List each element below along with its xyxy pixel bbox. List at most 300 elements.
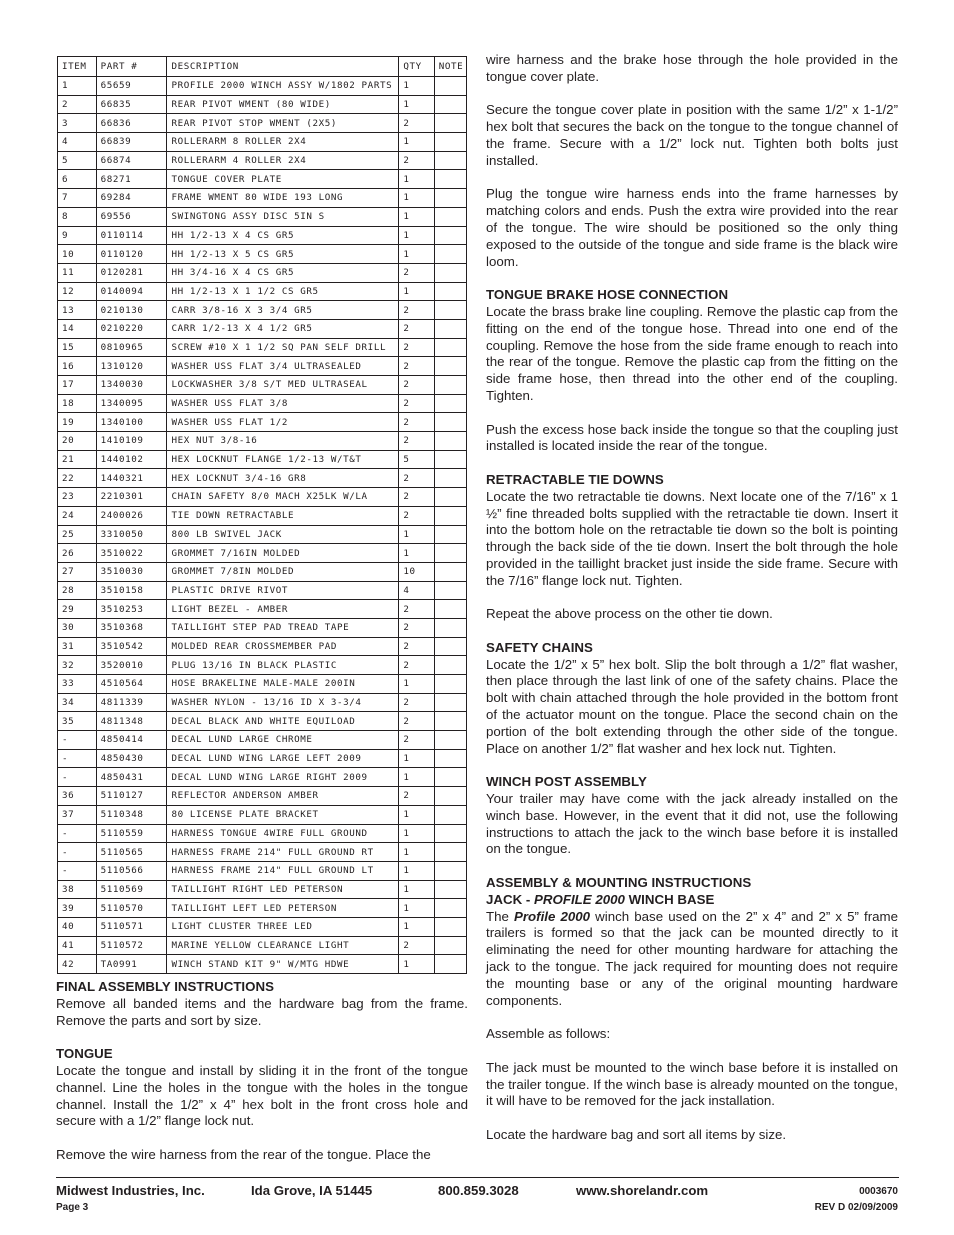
cell-item: 27 xyxy=(58,562,97,581)
cell-qty: 2 xyxy=(399,488,434,507)
header-qty: QTY xyxy=(399,57,434,77)
table-row xyxy=(58,731,467,750)
safety-chains-paragraph: Locate the 1/2” x 5” hex bolt. Slip the bolt through a 1/2” flat washer, then place through the last link of one of the safety chains. Place the bolt with chain attached through the hole provided in the bottom front of the actuator mount on the tongue. Place the second chain on the portion of the bolt extending through the other side of the tongue. Place on another 1/2” flat washer and hex lock nut. Tighten. xyxy=(486,656,898,756)
cell-description: TAILLIGHT STEP PAD TREAD TAPE xyxy=(167,618,399,637)
brake-hose-paragraph-1: Locate the brass brake line coupling. Remove the plastic cap from the fitting on the end of the tongue hose. Thread into one end of the coupling. Remove the hose from the side frame enough to reach into the rear of the tongue. Remove the plastic cap from the fitting on the side frame hose, then thread into the other end of the coupling. Tighten. xyxy=(486,303,898,403)
final-assembly-paragraph: Remove all banded items and the hardware bag from the frame. Remove the parts and sort by size. xyxy=(56,995,468,1028)
cell-note xyxy=(434,618,466,637)
cell-part-number: TA0991 xyxy=(96,955,167,974)
tie-downs-paragraph-1: Locate the two retractable tie downs. Next locate one of the 7/16” x 1 ½” fine threaded bolts supplied with the retractable tie down. Insert it into the bottom hole on the retractable tie down so the bolt is pointing through the back side of the tie down. Insert the bolt through the hole provided in the taillight bracket just inside the side frame. Secure with the 7/16” flange lock nut. Tighten. xyxy=(486,488,898,588)
final-assembly-heading: FINAL ASSEMBLY INSTRUCTIONS xyxy=(56,979,274,994)
winch-post-heading: WINCH POST ASSEMBLY xyxy=(486,774,647,790)
cell-note xyxy=(434,95,466,114)
cell-part-number: 1340030 xyxy=(96,376,167,395)
cell-item: 22 xyxy=(58,469,97,488)
table-row xyxy=(58,600,467,619)
cell-note xyxy=(434,170,466,189)
cell-description: SWINGTONG ASSY DISC 5IN S xyxy=(167,207,399,226)
cell-description: HH 1/2-13 X 4 CS GR5 xyxy=(167,226,399,245)
cell-item: - xyxy=(58,731,97,750)
footer-city: Ida Grove, IA 51445 xyxy=(251,1183,373,1198)
cell-description: HEX LOCKNUT FLANGE 1/2-13 W/T&T xyxy=(167,450,399,469)
cell-description: FRAME WMENT 80 WIDE 193 LONG xyxy=(167,189,399,208)
cell-qty: 5 xyxy=(399,450,434,469)
cell-part-number: 0810965 xyxy=(96,338,167,357)
cell-qty: 2 xyxy=(399,319,434,338)
brake-hose-heading: TONGUE BRAKE HOSE CONNECTION xyxy=(486,287,729,303)
cell-item: 36 xyxy=(58,787,97,806)
cell-item: 19 xyxy=(58,413,97,432)
cell-part-number: 66874 xyxy=(96,151,167,170)
cell-item: 37 xyxy=(58,805,97,824)
cell-item: 23 xyxy=(58,488,97,507)
cell-description: WASHER USS FLAT 1/2 xyxy=(167,413,399,432)
jack-heading-prefix: JACK - xyxy=(486,891,535,907)
cell-note xyxy=(434,226,466,245)
cell-qty: 2 xyxy=(399,731,434,750)
cell-qty: 2 xyxy=(399,151,434,170)
cell-part-number: 5110572 xyxy=(96,936,167,955)
cell-item: 20 xyxy=(58,432,97,451)
cell-description: TAILLIGHT LEFT LED PETERSON xyxy=(167,899,399,918)
cell-description: ROLLERARM 8 ROLLER 2X4 xyxy=(167,133,399,152)
cell-qty: 2 xyxy=(399,936,434,955)
cell-qty: 2 xyxy=(399,394,434,413)
cell-note xyxy=(434,488,466,507)
assemble-follows-paragraph: Assemble as follows: xyxy=(486,1026,611,1042)
table-row xyxy=(58,581,467,600)
cell-part-number: 3510022 xyxy=(96,544,167,563)
table-header-row xyxy=(58,57,467,77)
cell-qty: 1 xyxy=(399,917,434,936)
table-row xyxy=(58,77,467,96)
cell-qty: 1 xyxy=(399,899,434,918)
table-row xyxy=(58,749,467,768)
cell-item: 8 xyxy=(58,207,97,226)
cell-qty: 4 xyxy=(399,581,434,600)
table-row xyxy=(58,712,467,731)
cell-item: 1 xyxy=(58,77,97,96)
cell-part-number: 4850431 xyxy=(96,768,167,787)
cell-part-number: 3510368 xyxy=(96,618,167,637)
cell-qty: 2 xyxy=(399,712,434,731)
cell-note xyxy=(434,263,466,282)
cell-item: 7 xyxy=(58,189,97,208)
cell-part-number: 0110114 xyxy=(96,226,167,245)
table-row xyxy=(58,544,467,563)
wire-harness-paragraph: Plug the tongue wire harness ends into the frame harnesses by matching colors and ends. Push the extra wire provided into the rear of the tongue. The wire should be positioned so the only thing exposed to the outside of the tongue and side frame is the black wire loom. xyxy=(486,186,898,269)
table-row xyxy=(58,376,467,395)
cell-item: 12 xyxy=(58,282,97,301)
cell-part-number: 3510253 xyxy=(96,600,167,619)
cell-item: 15 xyxy=(58,338,97,357)
cell-item: 3 xyxy=(58,114,97,133)
table-row xyxy=(58,357,467,376)
cell-note xyxy=(434,77,466,96)
cell-qty: 1 xyxy=(399,245,434,264)
cell-item: - xyxy=(58,749,97,768)
cell-part-number: 3510542 xyxy=(96,637,167,656)
cell-part-number: 3510030 xyxy=(96,562,167,581)
brake-hose-paragraph-2: Push the excess hose back inside the tongue so that the coupling just installed is located inside the rear of the tongue. xyxy=(486,421,898,454)
cell-part-number: 3310050 xyxy=(96,525,167,544)
table-row xyxy=(58,226,467,245)
cell-description: DECAL BLACK AND WHITE EQUILOAD xyxy=(167,712,399,731)
cell-item: 2 xyxy=(58,95,97,114)
table-row xyxy=(58,488,467,507)
table-row xyxy=(58,245,467,264)
cell-qty: 1 xyxy=(399,95,434,114)
cell-note xyxy=(434,376,466,395)
winch-base-text-c: winch base used on the 2” x 4” and 2” x 5” frame trailers is formed so that the jack can be mounted directly to it eliminating the need for other mounting hardware for attaching the jack to the tongue. The jack required for mounting does not require the mounting base or any of the original mounting hardware components. xyxy=(486,908,899,1008)
cell-item: 9 xyxy=(58,226,97,245)
cell-part-number: 1340095 xyxy=(96,394,167,413)
cell-description: PROFILE 2000 WINCH ASSY W/1802 PARTS xyxy=(167,77,399,96)
cell-description: 800 LB SWIVEL JACK xyxy=(167,525,399,544)
table-row xyxy=(58,282,467,301)
cell-qty: 1 xyxy=(399,880,434,899)
cell-qty: 2 xyxy=(399,600,434,619)
table-row xyxy=(58,170,467,189)
jack-winch-base-heading xyxy=(486,892,898,909)
cell-qty: 1 xyxy=(399,207,434,226)
cell-qty: 2 xyxy=(399,618,434,637)
tongue-paragraph-2: Remove the wire harness from the rear of the tongue. Place the xyxy=(56,1146,431,1162)
table-row xyxy=(58,207,467,226)
jack-mount-paragraph: The jack must be mounted to the winch base before it is installed on the trailer tongue. If the winch base is already mounted on the tongue, it will have to be removed for the jack installation. xyxy=(486,1059,898,1109)
cell-note xyxy=(434,581,466,600)
table-row xyxy=(58,562,467,581)
cell-item: 32 xyxy=(58,656,97,675)
parts-table-body xyxy=(58,77,467,974)
cell-note xyxy=(434,413,466,432)
cell-description: LOCKWASHER 3/8 S/T MED ULTRASEAL xyxy=(167,376,399,395)
cell-part-number: 68271 xyxy=(96,170,167,189)
table-row xyxy=(58,861,467,880)
footer-company: Midwest Industries, Inc. xyxy=(56,1183,205,1198)
cell-part-number: 0120281 xyxy=(96,263,167,282)
cell-note xyxy=(434,656,466,675)
cell-description: DECAL LUND WING LARGE RIGHT 2009 xyxy=(167,768,399,787)
cell-description: REFLECTOR ANDERSON AMBER xyxy=(167,787,399,806)
cell-qty: 2 xyxy=(399,301,434,320)
cell-note xyxy=(434,955,466,974)
cell-note xyxy=(434,338,466,357)
cell-note xyxy=(434,525,466,544)
parts-list-table xyxy=(57,56,467,974)
cell-part-number: 0140094 xyxy=(96,282,167,301)
table-row xyxy=(58,319,467,338)
cell-description: SCREW #10 X 1 1/2 SQ PAN SELF DRILL xyxy=(167,338,399,357)
cell-item: 41 xyxy=(58,936,97,955)
cell-qty: 1 xyxy=(399,805,434,824)
cell-note xyxy=(434,450,466,469)
cell-item: 16 xyxy=(58,357,97,376)
cell-part-number: 1340100 xyxy=(96,413,167,432)
cell-qty: 2 xyxy=(399,114,434,133)
cell-item: 18 xyxy=(58,394,97,413)
cell-description: HH 1/2-13 X 1 1/2 CS GR5 xyxy=(167,282,399,301)
cell-note xyxy=(434,787,466,806)
cell-part-number: 2400026 xyxy=(96,506,167,525)
cell-note xyxy=(434,861,466,880)
cell-item: 14 xyxy=(58,319,97,338)
cell-description: ROLLERARM 4 ROLLER 2X4 xyxy=(167,151,399,170)
footer-phone: 800.859.3028 xyxy=(438,1183,519,1198)
cell-qty: 2 xyxy=(399,787,434,806)
cell-description: WASHER USS FLAT 3/8 xyxy=(167,394,399,413)
cell-item: - xyxy=(58,861,97,880)
cell-qty: 1 xyxy=(399,189,434,208)
cell-part-number: 66836 xyxy=(96,114,167,133)
cell-description: WINCH STAND KIT 9" W/MTG HDWE xyxy=(167,955,399,974)
table-row xyxy=(58,637,467,656)
cell-part-number: 4850430 xyxy=(96,749,167,768)
cell-part-number: 69284 xyxy=(96,189,167,208)
cell-description: CARR 1/2-13 X 4 1/2 GR5 xyxy=(167,319,399,338)
footer-revision: REV D 02/09/2009 xyxy=(814,1202,898,1213)
cell-part-number: 3510158 xyxy=(96,581,167,600)
cell-item: 34 xyxy=(58,693,97,712)
cell-description: MOLDED REAR CROSSMEMBER PAD xyxy=(167,637,399,656)
hardware-bag-paragraph: Locate the hardware bag and sort all items by size. xyxy=(486,1127,787,1142)
cell-part-number: 0110120 xyxy=(96,245,167,264)
footer-page-number: Page 3 xyxy=(56,1202,89,1213)
cell-part-number: 0210130 xyxy=(96,301,167,320)
table-row xyxy=(58,525,467,544)
cell-description: WASHER NYLON - 13/16 ID X 3-3/4 xyxy=(167,693,399,712)
cell-description: HOSE BRAKELINE MALE-MALE 200IN xyxy=(167,675,399,694)
cell-part-number: 1310120 xyxy=(96,357,167,376)
cell-note xyxy=(434,805,466,824)
table-row xyxy=(58,618,467,637)
cell-note xyxy=(434,301,466,320)
header-part-number: PART # xyxy=(96,57,167,77)
table-row xyxy=(58,338,467,357)
cell-note xyxy=(434,207,466,226)
cell-part-number: 0210220 xyxy=(96,319,167,338)
cell-note xyxy=(434,936,466,955)
table-row xyxy=(58,899,467,918)
cell-item: 33 xyxy=(58,675,97,694)
cell-item: - xyxy=(58,824,97,843)
jack-heading-model: PROFILE 2000 xyxy=(534,891,625,907)
cell-part-number: 4811339 xyxy=(96,693,167,712)
cell-qty: 2 xyxy=(399,656,434,675)
cell-qty: 1 xyxy=(399,282,434,301)
cell-description: TIE DOWN RETRACTABLE xyxy=(167,506,399,525)
cell-note xyxy=(434,562,466,581)
table-row xyxy=(58,843,467,862)
cell-description: REAR PIVOT STOP WMENT (2X5) xyxy=(167,114,399,133)
header-note: NOTE xyxy=(434,57,466,77)
cell-qty: 2 xyxy=(399,432,434,451)
table-row xyxy=(58,413,467,432)
cell-item: 6 xyxy=(58,170,97,189)
cell-description: MARINE YELLOW CLEARANCE LIGHT xyxy=(167,936,399,955)
tie-downs-paragraph-2: Repeat the above process on the other tie down. xyxy=(486,606,773,622)
winch-post-paragraph: Your trailer may have come with the jack already installed on the winch base. However, in the event that it did not, use the following instructions to attach the jack to the winch base before it is installed on the tongue. xyxy=(486,791,898,857)
table-row xyxy=(58,394,467,413)
cell-description: LIGHT CLUSTER THREE LED xyxy=(167,917,399,936)
table-row xyxy=(58,805,467,824)
winch-base-paragraph xyxy=(486,909,898,1010)
right-column-text xyxy=(486,52,898,1144)
cell-note xyxy=(434,843,466,862)
cell-item: 28 xyxy=(58,581,97,600)
cell-qty: 10 xyxy=(399,562,434,581)
cell-part-number: 66839 xyxy=(96,133,167,152)
cell-qty: 1 xyxy=(399,824,434,843)
secure-plate-paragraph: Secure the tongue cover plate in position with the same 1/2” x 1-1/2” hex bolt that secures the back on the tongue to the tongue channel of the frame. Secure with a 1/2” lock nut. Tighten both bolts just installed. xyxy=(486,102,898,168)
cell-qty: 1 xyxy=(399,861,434,880)
table-row xyxy=(58,450,467,469)
table-row xyxy=(58,114,467,133)
cell-item: 17 xyxy=(58,376,97,395)
cell-part-number: 4811348 xyxy=(96,712,167,731)
cell-item: 26 xyxy=(58,544,97,563)
cell-qty: 2 xyxy=(399,413,434,432)
cell-part-number: 1440321 xyxy=(96,469,167,488)
cell-note xyxy=(434,189,466,208)
table-row xyxy=(58,675,467,694)
cell-note xyxy=(434,357,466,376)
cell-part-number: 5110127 xyxy=(96,787,167,806)
cell-note xyxy=(434,319,466,338)
footer-divider xyxy=(56,1177,899,1178)
assembly-mounting-heading: ASSEMBLY & MOUNTING INSTRUCTIONS xyxy=(486,875,752,891)
cell-item: 29 xyxy=(58,600,97,619)
cell-qty: 2 xyxy=(399,376,434,395)
cell-qty: 1 xyxy=(399,170,434,189)
cell-item: 11 xyxy=(58,263,97,282)
cell-note xyxy=(434,768,466,787)
cell-qty: 2 xyxy=(399,338,434,357)
jack-heading-suffix: WINCH BASE xyxy=(624,891,715,907)
cell-note xyxy=(434,899,466,918)
table-row xyxy=(58,955,467,974)
cell-part-number: 5110569 xyxy=(96,880,167,899)
cell-description: TAILLIGHT RIGHT LED PETERSON xyxy=(167,880,399,899)
table-row xyxy=(58,656,467,675)
table-row xyxy=(58,151,467,170)
cell-description: GROMMET 7/16IN MOLDED xyxy=(167,544,399,563)
cell-description: HARNESS TONGUE 4WIRE FULL GROUND xyxy=(167,824,399,843)
table-row xyxy=(58,917,467,936)
cell-description: GROMMET 7/8IN MOLDED xyxy=(167,562,399,581)
cell-item: 39 xyxy=(58,899,97,918)
cell-part-number: 5110570 xyxy=(96,899,167,918)
table-row xyxy=(58,189,467,208)
cell-note xyxy=(434,544,466,563)
cell-qty: 1 xyxy=(399,843,434,862)
cell-note xyxy=(434,917,466,936)
cell-part-number: 5110565 xyxy=(96,843,167,862)
table-row xyxy=(58,768,467,787)
cell-note xyxy=(434,731,466,750)
cell-qty: 2 xyxy=(399,693,434,712)
cell-item: - xyxy=(58,768,97,787)
cell-item: 42 xyxy=(58,955,97,974)
cell-note xyxy=(434,245,466,264)
cell-qty: 2 xyxy=(399,469,434,488)
cell-part-number: 5110348 xyxy=(96,805,167,824)
cell-description: CARR 3/8-16 X 3 3/4 GR5 xyxy=(167,301,399,320)
table-row xyxy=(58,824,467,843)
cell-item: 4 xyxy=(58,133,97,152)
table-row xyxy=(58,936,467,955)
cell-part-number: 3520010 xyxy=(96,656,167,675)
cell-note xyxy=(434,114,466,133)
cell-item: 13 xyxy=(58,301,97,320)
cell-part-number: 5110559 xyxy=(96,824,167,843)
cell-part-number: 66835 xyxy=(96,95,167,114)
cell-part-number: 2210301 xyxy=(96,488,167,507)
cell-description: HEX NUT 3/8-16 xyxy=(167,432,399,451)
cell-qty: 1 xyxy=(399,525,434,544)
cell-part-number: 5110566 xyxy=(96,861,167,880)
table-row xyxy=(58,787,467,806)
cell-qty: 2 xyxy=(399,506,434,525)
cell-qty: 1 xyxy=(399,133,434,152)
table-row xyxy=(58,432,467,451)
cell-item: 25 xyxy=(58,525,97,544)
cell-description: HARNESS FRAME 214" FULL GROUND LT xyxy=(167,861,399,880)
cell-item: 24 xyxy=(58,506,97,525)
cell-note xyxy=(434,693,466,712)
footer-website: www.shorelandr.com xyxy=(576,1183,709,1198)
cell-note xyxy=(434,151,466,170)
cell-item: 38 xyxy=(58,880,97,899)
table-row xyxy=(58,469,467,488)
cell-description: WASHER USS FLAT 3/4 ULTRASEALED xyxy=(167,357,399,376)
cell-note xyxy=(434,880,466,899)
cell-item: 35 xyxy=(58,712,97,731)
table-row xyxy=(58,301,467,320)
cell-item: 31 xyxy=(58,637,97,656)
cell-description: HEX LOCKNUT 3/4-16 GR8 xyxy=(167,469,399,488)
cell-part-number: 69556 xyxy=(96,207,167,226)
tie-downs-heading: RETRACTABLE TIE DOWNS xyxy=(486,471,664,487)
table-row xyxy=(58,880,467,899)
cell-item: - xyxy=(58,843,97,862)
cell-note xyxy=(434,469,466,488)
cell-description: LIGHT BEZEL - AMBER xyxy=(167,600,399,619)
cell-note xyxy=(434,712,466,731)
cell-item: 10 xyxy=(58,245,97,264)
cell-part-number: 4510564 xyxy=(96,675,167,694)
cell-note xyxy=(434,394,466,413)
cell-description: HH 1/2-13 X 5 CS GR5 xyxy=(167,245,399,264)
winch-base-text-a: The xyxy=(486,908,515,924)
cell-part-number: 1440102 xyxy=(96,450,167,469)
cell-description: REAR PIVOT WMENT (80 WIDE) xyxy=(167,95,399,114)
cell-qty: 2 xyxy=(399,637,434,656)
cell-part-number: 4850414 xyxy=(96,731,167,750)
cell-qty: 1 xyxy=(399,768,434,787)
table-row xyxy=(58,133,467,152)
safety-chains-heading: SAFETY CHAINS xyxy=(486,639,593,655)
header-description: DESCRIPTION xyxy=(167,57,399,77)
cell-qty: 1 xyxy=(399,749,434,768)
footer-document-number: 0003670 xyxy=(859,1186,898,1197)
cell-description: 80 LICENSE PLATE BRACKET xyxy=(167,805,399,824)
table-row xyxy=(58,506,467,525)
cell-note xyxy=(434,133,466,152)
cell-qty: 2 xyxy=(399,263,434,282)
cell-qty: 1 xyxy=(399,544,434,563)
cell-note xyxy=(434,432,466,451)
